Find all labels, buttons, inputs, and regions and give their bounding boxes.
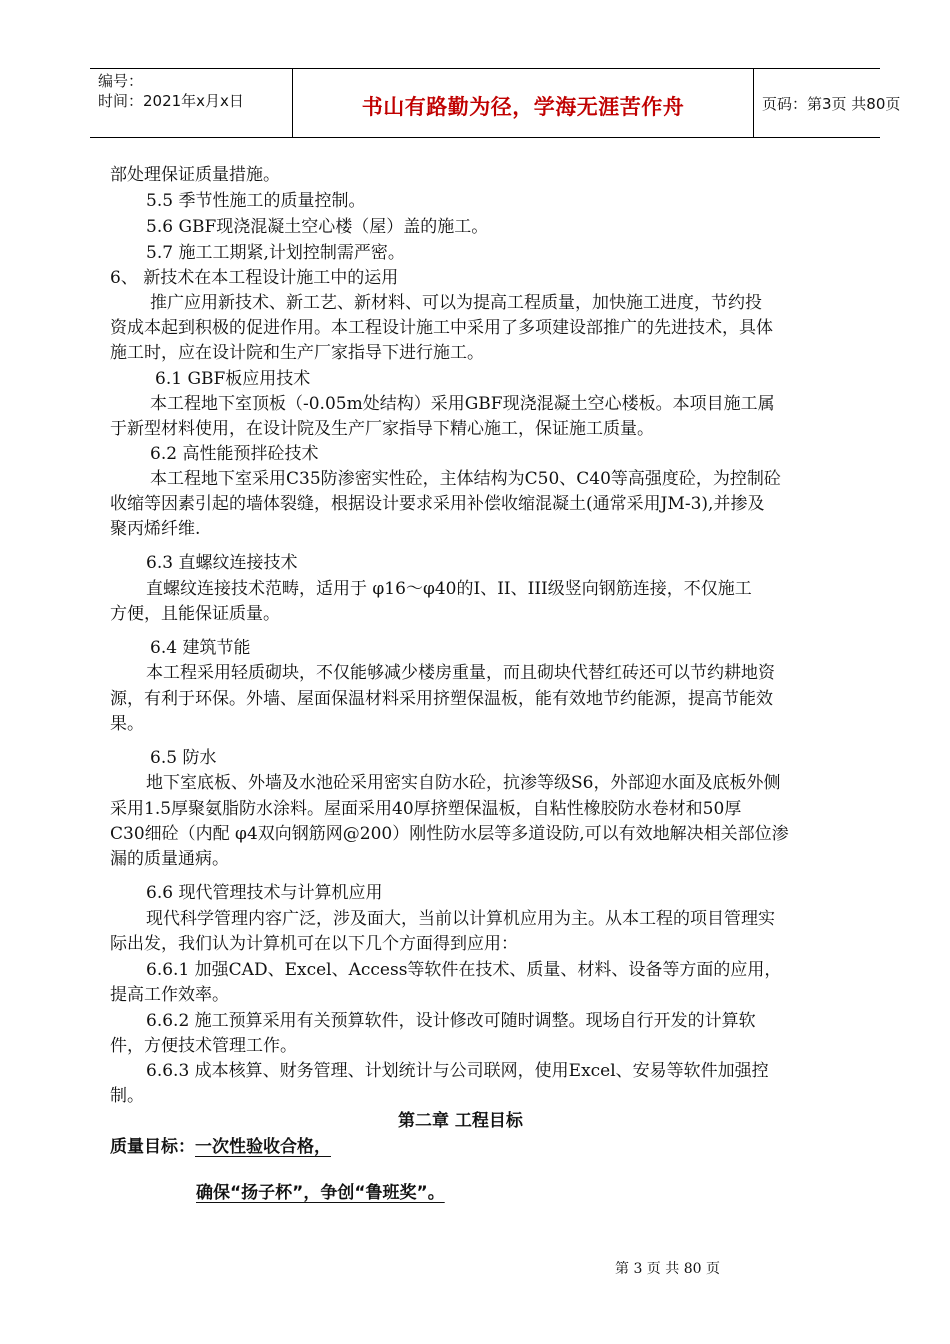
- text-line: 采用1.5厚聚氨脂防水涂料。屋面采用40厚挤塑保温板，自粘性橡胶防水卷材和50厚: [110, 799, 742, 819]
- text-line: 提高工作效率。: [110, 985, 229, 1005]
- subsection-heading: 6.5 防水: [150, 748, 217, 768]
- text-line: 果。: [110, 714, 144, 734]
- page-code: 页码：第3页 共80页: [762, 95, 901, 113]
- subsection-heading: 6.1 GBF板应用技术: [155, 369, 311, 389]
- text-line: 本工程地下室采用C35防渗密实性砼，主体结构为C50、C40等高强度砼，为控制砼: [150, 469, 781, 489]
- quality-goal: [110, 1136, 331, 1158]
- text-line: 5.7 施工工期紧,计划控制需严密。: [146, 243, 405, 263]
- text-line: 现代科学管理内容广泛，涉及面大，当前以计算机应用为主。从本工程的项目管理实: [146, 909, 775, 929]
- text-line: 本工程采用轻质砌块，不仅能够减少楼房重量，而且砌块代替红砖还可以节约耕地资: [146, 663, 775, 683]
- text-line: 收缩等因素引起的墙体裂缝，根据设计要求采用补偿收缩混凝土(通常采用JM-3),并掺及: [110, 494, 765, 514]
- header-motto-cell: [292, 69, 754, 137]
- text-line: C30细砼（内配 φ4双向钢筋网@200）刚性防水层等多道设防,可以有效地解决相关部位渗: [110, 824, 789, 844]
- text-line: 本工程地下室顶板（-0.05m处结构）采用GBF现浇混凝土空心楼板。本项目施工属: [150, 394, 775, 414]
- subsection-heading: 6.4 建筑节能: [150, 638, 251, 658]
- text-line: 于新型材料使用，在设计院及生产厂家指导下精心施工，保证施工质量。: [110, 419, 654, 439]
- text-line: 推广应用新技术、新工艺、新材料、可以为提高工程质量，加快施工进度，节约投: [150, 293, 762, 313]
- text-line: 资成本起到积极的促进作用。本工程设计施工中采用了多项建设部推广的先进技术，具体: [110, 318, 773, 338]
- header-meta-cell: [90, 69, 292, 137]
- text-line: 6.6.3 成本核算、财务管理、计划统计与公司联网，使用Excel、安易等软件加强控: [146, 1061, 769, 1081]
- section-heading: 6、 新技术在本工程设计施工中的运用: [110, 268, 399, 288]
- text-line: 6.6.2 施工预算采用有关预算软件，设计修改可随时调整。现场自行开发的计算软: [146, 1011, 756, 1031]
- number-label: 编号：: [98, 72, 144, 90]
- quality-value: 一次性验收合格，: [195, 1137, 331, 1157]
- quality-goal-line2: 确保“扬子杯”，争创“鲁班奖”。: [196, 1183, 445, 1203]
- subsection-heading: 6.2 高性能预拌砼技术: [150, 444, 319, 464]
- text-line: 源，有利于环保。外墙、屋面保温材料采用挤塑保温板，能有效地节约能源，提高节能效: [110, 689, 773, 709]
- time-label: 时间：2021年x月x日: [98, 92, 244, 110]
- text-line: 直螺纹连接技术范畴，适用于 φ16～φ40的I、II、III级竖向钢筋连接，不仅施工: [146, 579, 752, 599]
- subsection-heading: 6.6 现代管理技术与计算机应用: [146, 883, 383, 903]
- text-line: 际出发，我们认为计算机可在以下几个方面得到应用：: [110, 934, 518, 954]
- text-line: 方便，且能保证质量。: [110, 604, 280, 624]
- text-line: 施工时，应在设计院和生产厂家指导下进行施工。: [110, 343, 484, 363]
- text-line: 件，方便技术管理工作。: [110, 1036, 297, 1056]
- chapter-heading: 第二章 工程目标: [398, 1111, 523, 1131]
- text-line: 制。: [110, 1086, 144, 1106]
- motto: 书山有路勤为径，学海无涯苦作舟: [361, 95, 685, 119]
- quality-label: 质量目标：: [110, 1137, 195, 1157]
- page-footer: 第 3 页 共 80 页: [615, 1261, 720, 1277]
- text-line: 地下室底板、外墙及水池砼采用密实自防水砼，抗渗等级S6，外部迎水面及底板外侧: [146, 773, 781, 793]
- text-line: 6.6.1 加强CAD、Excel、Access等软件在技术、质量、材料、设备等方面的应用，: [146, 960, 782, 980]
- text-line: 5.6 GBF现浇混凝土空心楼（屋）盖的施工。: [146, 217, 489, 237]
- text-line: 漏的质量通病。: [110, 849, 229, 869]
- subsection-heading: 6.3 直螺纹连接技术: [146, 553, 298, 573]
- header-page-cell: [754, 69, 901, 137]
- text-line: 部处理保证质量措施。: [110, 165, 280, 185]
- text-line: 5.5 季节性施工的质量控制。: [146, 191, 366, 211]
- text-line: 聚丙烯纤维.: [110, 519, 201, 539]
- page-header: [90, 68, 901, 138]
